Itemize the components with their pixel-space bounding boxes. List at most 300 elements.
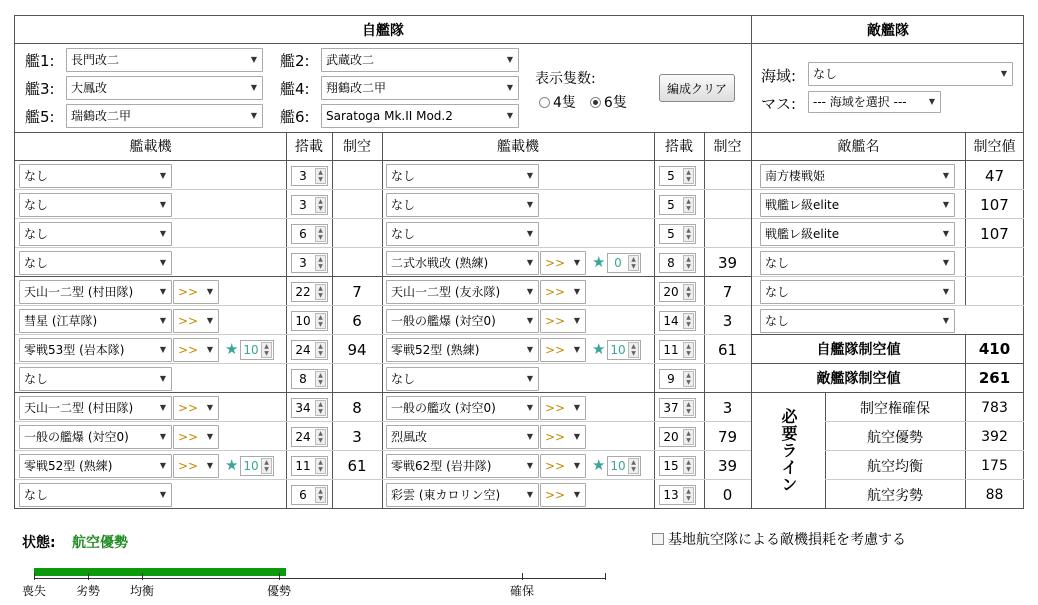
right-slot-spinner[interactable] bbox=[659, 340, 696, 360]
spinner-arrows-icon[interactable]: ▲ ▼ bbox=[315, 197, 326, 213]
ship-4-select[interactable] bbox=[321, 76, 519, 100]
left-aircraft-select[interactable] bbox=[19, 338, 172, 362]
aircraft-name: なし bbox=[391, 372, 416, 386]
enemy-ship-select[interactable] bbox=[760, 280, 955, 304]
spinner-arrows-icon[interactable]: ▲ ▼ bbox=[683, 313, 694, 329]
right-air-value bbox=[704, 219, 751, 248]
improvement-star-icon: ★ bbox=[592, 340, 606, 358]
right-proficiency-select[interactable] bbox=[540, 251, 586, 275]
sea-label: 海域: bbox=[761, 67, 797, 85]
spinner-arrows-icon[interactable]: ▲ ▼ bbox=[683, 168, 694, 184]
enemy-air-value bbox=[965, 248, 1024, 277]
right-air-value: 3 bbox=[722, 398, 733, 417]
chevron-down-icon: ▼ bbox=[526, 374, 533, 383]
left-improvement-spinner[interactable] bbox=[240, 340, 274, 360]
right-aircraft-select[interactable] bbox=[386, 193, 539, 217]
right-slot-spinner[interactable] bbox=[659, 253, 696, 273]
spinner-arrows-icon[interactable]: ▲ ▼ bbox=[315, 458, 326, 474]
right-aircraft-select[interactable] bbox=[386, 309, 539, 333]
aircraft-name: 二式水戦改 (熟練) bbox=[391, 256, 489, 270]
spinner-arrows-icon[interactable]: ▲ ▼ bbox=[315, 371, 326, 387]
own-fleet-title: 自艦隊 bbox=[362, 22, 404, 39]
bar-tick-mark bbox=[88, 573, 89, 580]
left-aircraft-select[interactable] bbox=[19, 309, 172, 333]
bar-tick-label: 確保 bbox=[509, 584, 534, 598]
proficiency-value: >> bbox=[545, 256, 566, 270]
left-slot-spinner[interactable] bbox=[291, 224, 328, 244]
enemy-ship-name: 戦艦レ級elite bbox=[765, 198, 840, 212]
ship-4-value: 翔鶴改二甲 bbox=[326, 81, 387, 95]
chevron-down-icon: ▼ bbox=[942, 200, 949, 209]
right-proficiency-select[interactable] bbox=[540, 454, 586, 478]
enemy-air-value bbox=[965, 306, 1024, 335]
slot-value: 14 bbox=[663, 314, 679, 328]
slot-value: 20 bbox=[663, 285, 679, 299]
right-slot-spinner[interactable] bbox=[659, 456, 696, 476]
required-line-row-value: 392 bbox=[981, 428, 1008, 445]
required-line-row-label: 航空劣勢 bbox=[867, 487, 923, 504]
spinner-arrows-icon[interactable]: ▲ ▼ bbox=[315, 487, 326, 503]
proficiency-value: >> bbox=[178, 343, 199, 357]
proficiency-value: >> bbox=[178, 285, 199, 299]
base-air-checkbox[interactable] bbox=[652, 533, 664, 545]
air-header-right: 制空 bbox=[713, 139, 742, 155]
spinner-arrows-icon[interactable]: ▲ ▼ bbox=[683, 226, 694, 242]
required-line-row-label: 航空優勢 bbox=[867, 429, 923, 446]
slot-value: 8 bbox=[667, 256, 675, 270]
left-air-value bbox=[332, 190, 382, 219]
spinner-arrows-icon[interactable]: ▲ ▼ bbox=[261, 458, 272, 474]
spinner-arrows-icon[interactable]: ▲ ▼ bbox=[315, 429, 326, 445]
display-count-options bbox=[539, 92, 627, 112]
enemy-ship-select[interactable] bbox=[760, 222, 955, 246]
spinner-arrows-icon[interactable]: ▲ ▼ bbox=[315, 313, 326, 329]
slot-value: 22 bbox=[295, 285, 311, 299]
aircraft-header-right: 艦載機 bbox=[497, 139, 539, 155]
aircraft-name: なし bbox=[24, 227, 49, 241]
display-count-label: 表示隻数: bbox=[535, 71, 596, 87]
aircraft-name: 零戦52型 (熟練) bbox=[391, 343, 480, 357]
slot-value: 3 bbox=[299, 256, 307, 270]
right-proficiency-select[interactable] bbox=[540, 483, 586, 507]
ship-2-value: 武蔵改二 bbox=[326, 53, 375, 67]
chevron-down-icon: ▼ bbox=[526, 200, 533, 209]
right-improvement-spinner[interactable] bbox=[607, 456, 641, 476]
right-slot-spinner[interactable] bbox=[659, 485, 696, 505]
radio-6-label: 6隻 bbox=[603, 95, 627, 111]
enemy-air-value: 107 bbox=[980, 195, 1009, 214]
enemy-ship-select[interactable] bbox=[760, 309, 955, 333]
chevron-down-icon: ▼ bbox=[573, 258, 580, 267]
right-aircraft-select[interactable] bbox=[386, 367, 539, 391]
ship-1-select[interactable] bbox=[66, 48, 263, 72]
spinner-arrows-icon[interactable]: ▲ ▼ bbox=[683, 371, 694, 387]
air-state-bar-fill bbox=[34, 568, 286, 576]
right-slot-spinner[interactable] bbox=[659, 166, 696, 186]
enemy-air-value: 47 bbox=[984, 166, 1005, 185]
spinner-arrows-icon[interactable]: ▲ ▼ bbox=[315, 400, 326, 416]
chevron-down-icon: ▼ bbox=[942, 229, 949, 238]
air-power-calculator bbox=[14, 15, 1024, 509]
proficiency-value: >> bbox=[545, 488, 566, 502]
left-air-value: 6 bbox=[352, 311, 362, 330]
right-slot-spinner[interactable] bbox=[659, 224, 696, 244]
aircraft-name: なし bbox=[24, 198, 49, 212]
chevron-down-icon: ▼ bbox=[573, 316, 580, 325]
aircraft-name: 天山一二型 (友永隊) bbox=[391, 285, 501, 299]
left-proficiency-select[interactable] bbox=[173, 454, 219, 478]
chevron-down-icon: ▼ bbox=[573, 490, 580, 499]
mass-select[interactable] bbox=[808, 91, 941, 113]
improvement-star-icon: ★ bbox=[225, 340, 239, 358]
chevron-down-icon: ▼ bbox=[159, 461, 166, 470]
ship-3-label: 艦3: bbox=[25, 80, 55, 98]
improvement-value: 10 bbox=[610, 343, 626, 357]
left-air-value bbox=[332, 364, 382, 393]
slot-value: 9 bbox=[667, 372, 675, 386]
aircraft-name: なし bbox=[391, 227, 416, 241]
enemy-ship-name: 南方棲戦姫 bbox=[765, 169, 826, 183]
chevron-down-icon: ▼ bbox=[526, 229, 533, 238]
status-label: 状態: bbox=[22, 535, 56, 551]
right-aircraft-select[interactable] bbox=[386, 396, 539, 420]
left-slot-spinner[interactable] bbox=[291, 166, 328, 186]
left-air-value: 8 bbox=[352, 398, 362, 417]
chevron-down-icon: ▼ bbox=[159, 316, 166, 325]
left-proficiency-select[interactable] bbox=[173, 309, 219, 333]
air-header-left: 制空 bbox=[343, 139, 371, 155]
improvement-value: 0 bbox=[614, 256, 622, 270]
bar-tick-mark bbox=[279, 573, 280, 580]
radio-4-label: 4隻 bbox=[553, 95, 576, 111]
left-aircraft-select[interactable] bbox=[19, 164, 172, 188]
chevron-down-icon: ▼ bbox=[250, 83, 257, 92]
right-air-value bbox=[704, 364, 751, 393]
chevron-down-icon: ▼ bbox=[526, 287, 533, 296]
bar-end-mark bbox=[605, 573, 606, 580]
bar-tick-label: 喪失 bbox=[21, 584, 46, 598]
required-line-label: 必要ライン bbox=[779, 408, 798, 493]
left-air-value: 94 bbox=[347, 340, 367, 359]
slots-header-right: 搭載 bbox=[665, 139, 693, 155]
proficiency-value: >> bbox=[545, 401, 566, 415]
bar-tick-mark bbox=[142, 573, 143, 580]
slot-value: 20 bbox=[663, 430, 679, 444]
spinner-arrows-icon[interactable]: ▲ ▼ bbox=[683, 487, 694, 503]
left-slot-spinner[interactable] bbox=[291, 369, 328, 389]
chevron-down-icon: ▼ bbox=[526, 432, 533, 441]
right-slot-spinner[interactable] bbox=[659, 195, 696, 215]
improvement-star-icon: ★ bbox=[592, 253, 606, 271]
chevron-down-icon: ▼ bbox=[159, 432, 166, 441]
chevron-down-icon: ▼ bbox=[526, 490, 533, 499]
chevron-down-icon: ▼ bbox=[573, 432, 580, 441]
aircraft-header-left: 艦載機 bbox=[129, 139, 172, 155]
chevron-down-icon: ▼ bbox=[942, 287, 949, 296]
base-air-option[interactable] bbox=[652, 529, 906, 549]
slot-value: 11 bbox=[663, 343, 679, 357]
enemy-ship-select[interactable] bbox=[760, 251, 955, 275]
right-aircraft-select[interactable] bbox=[386, 338, 539, 362]
spinner-arrows-icon[interactable]: ▲ ▼ bbox=[683, 342, 694, 358]
slot-value: 15 bbox=[663, 459, 679, 473]
proficiency-value: >> bbox=[545, 314, 566, 328]
chevron-down-icon: ▼ bbox=[206, 403, 213, 412]
slot-value: 13 bbox=[663, 488, 679, 502]
right-proficiency-select[interactable] bbox=[540, 280, 586, 304]
chevron-down-icon: ▼ bbox=[159, 345, 166, 354]
slot-value: 5 bbox=[667, 198, 675, 212]
required-line-row-value: 88 bbox=[985, 486, 1004, 503]
ship-3-value: 大鳳改 bbox=[71, 81, 108, 95]
own-total-label: 自艦隊制空値 bbox=[816, 341, 901, 358]
right-proficiency-select[interactable] bbox=[540, 338, 586, 362]
spinner-arrows-icon[interactable]: ▲ ▼ bbox=[683, 429, 694, 445]
spinner-arrows-icon[interactable]: ▲ ▼ bbox=[315, 342, 326, 358]
bar-tick-label: 優勢 bbox=[266, 584, 291, 598]
chevron-down-icon: ▼ bbox=[159, 229, 166, 238]
left-aircraft-select[interactable] bbox=[19, 483, 172, 507]
chevron-down-icon: ▼ bbox=[206, 345, 213, 354]
aircraft-name: 零戦52型 (熟練) bbox=[24, 459, 113, 473]
radio-4[interactable] bbox=[539, 97, 550, 108]
left-aircraft-select[interactable] bbox=[19, 396, 172, 420]
spinner-arrows-icon[interactable]: ▲ ▼ bbox=[261, 342, 272, 358]
aircraft-name: 零戦62型 (岩井隊) bbox=[391, 459, 492, 473]
right-proficiency-select[interactable] bbox=[540, 425, 586, 449]
right-air-value: 7 bbox=[722, 282, 733, 301]
enemy-ship-name: なし bbox=[765, 314, 790, 328]
air-state-bar-axis bbox=[34, 578, 606, 579]
left-air-value: 61 bbox=[347, 456, 367, 475]
mass-value: --- 海域を選択 --- bbox=[813, 95, 907, 109]
proficiency-value: >> bbox=[545, 343, 566, 357]
chevron-down-icon: ▼ bbox=[526, 403, 533, 412]
slot-value: 11 bbox=[295, 459, 311, 473]
sea-value: なし bbox=[813, 67, 838, 81]
spinner-arrows-icon[interactable]: ▲ ▼ bbox=[315, 226, 326, 242]
chevron-down-icon: ▼ bbox=[206, 461, 213, 470]
proficiency-value: >> bbox=[545, 430, 566, 444]
right-air-value: 3 bbox=[722, 311, 733, 330]
chevron-down-icon: ▼ bbox=[526, 345, 533, 354]
right-air-value: 0 bbox=[722, 485, 733, 504]
proficiency-value: >> bbox=[178, 459, 199, 473]
right-slot-spinner[interactable] bbox=[659, 369, 696, 389]
left-aircraft-select[interactable] bbox=[19, 280, 172, 304]
right-aircraft-select[interactable] bbox=[386, 222, 539, 246]
spinner-arrows-icon[interactable]: ▲ ▼ bbox=[628, 255, 639, 271]
slot-value: 8 bbox=[299, 372, 307, 386]
enemy-ship-name: なし bbox=[765, 256, 790, 270]
chevron-down-icon: ▼ bbox=[928, 97, 935, 106]
required-line-row-label: 航空均衡 bbox=[867, 458, 923, 475]
enemy-ship-select[interactable] bbox=[760, 193, 955, 217]
bar-tick-label: 劣勢 bbox=[75, 584, 100, 598]
left-slot-spinner[interactable] bbox=[291, 340, 328, 360]
slot-value: 37 bbox=[663, 401, 679, 415]
chevron-down-icon: ▼ bbox=[942, 316, 949, 325]
left-proficiency-select[interactable] bbox=[173, 280, 219, 304]
slot-value: 24 bbox=[295, 430, 311, 444]
chevron-down-icon: ▼ bbox=[506, 55, 513, 64]
improvement-star-icon: ★ bbox=[592, 456, 606, 474]
left-slot-spinner[interactable] bbox=[291, 485, 328, 505]
slot-value: 3 bbox=[299, 198, 307, 212]
aircraft-name: なし bbox=[24, 372, 49, 386]
spinner-arrows-icon[interactable]: ▲ ▼ bbox=[683, 197, 694, 213]
aircraft-name: 一般の艦攻 (対空0) bbox=[391, 401, 496, 415]
chevron-down-icon: ▼ bbox=[206, 287, 213, 296]
slot-value: 3 bbox=[299, 169, 307, 183]
right-air-value: 79 bbox=[717, 427, 738, 446]
enemy-ship-select[interactable] bbox=[760, 164, 955, 188]
right-slot-spinner[interactable] bbox=[659, 282, 696, 302]
right-improvement-spinner[interactable] bbox=[607, 340, 641, 360]
chevron-down-icon: ▼ bbox=[573, 403, 580, 412]
status-value: 航空優勢 bbox=[72, 535, 128, 551]
clear-formation-button[interactable]: 編成クリア bbox=[659, 74, 735, 102]
right-air-value bbox=[704, 161, 751, 190]
chevron-down-icon: ▼ bbox=[250, 111, 257, 120]
left-air-value bbox=[332, 161, 382, 190]
chevron-down-icon: ▼ bbox=[526, 316, 533, 325]
chevron-down-icon: ▼ bbox=[206, 316, 213, 325]
spinner-arrows-icon[interactable]: ▲ ▼ bbox=[628, 342, 639, 358]
left-aircraft-select[interactable] bbox=[19, 367, 172, 391]
aircraft-name: なし bbox=[391, 169, 416, 183]
proficiency-value: >> bbox=[178, 430, 199, 444]
chevron-down-icon: ▼ bbox=[526, 258, 533, 267]
right-proficiency-select[interactable] bbox=[540, 396, 586, 420]
chevron-down-icon: ▼ bbox=[159, 403, 166, 412]
spinner-arrows-icon[interactable]: ▲ ▼ bbox=[683, 255, 694, 271]
base-air-label: 基地航空隊による敵機損耗を考慮する bbox=[668, 532, 906, 548]
radio-6[interactable] bbox=[590, 97, 601, 108]
proficiency-value: >> bbox=[545, 285, 566, 299]
left-air-value bbox=[332, 480, 382, 509]
chevron-down-icon: ▼ bbox=[159, 374, 166, 383]
spinner-arrows-icon[interactable]: ▲ ▼ bbox=[683, 458, 694, 474]
left-slot-spinner[interactable] bbox=[291, 456, 328, 476]
chevron-down-icon: ▼ bbox=[159, 200, 166, 209]
improvement-star-icon: ★ bbox=[225, 456, 239, 474]
ship-6-select[interactable] bbox=[321, 104, 519, 128]
chevron-down-icon: ▼ bbox=[206, 432, 213, 441]
spinner-arrows-icon[interactable]: ▲ ▼ bbox=[315, 284, 326, 300]
right-improvement-spinner[interactable] bbox=[607, 253, 641, 273]
enemy-air-header: 制空値 bbox=[973, 139, 1016, 155]
chevron-down-icon: ▼ bbox=[942, 171, 949, 180]
ship-1-label: 艦1: bbox=[25, 52, 55, 70]
ship-4-label: 艦4: bbox=[280, 80, 310, 98]
right-slot-spinner[interactable] bbox=[659, 427, 696, 447]
required-line-row-value: 175 bbox=[981, 457, 1008, 474]
slot-value: 10 bbox=[295, 314, 311, 328]
enemy-ship-name: なし bbox=[765, 285, 790, 299]
aircraft-name: 天山一二型 (村田隊) bbox=[24, 285, 134, 299]
right-aircraft-select[interactable] bbox=[386, 280, 539, 304]
aircraft-name: 烈風改 bbox=[391, 430, 428, 444]
chevron-down-icon: ▼ bbox=[159, 171, 166, 180]
left-aircraft-select[interactable] bbox=[19, 222, 172, 246]
right-air-value: 39 bbox=[717, 456, 738, 475]
sea-select[interactable] bbox=[808, 62, 1013, 86]
left-aircraft-select[interactable] bbox=[19, 454, 172, 478]
left-proficiency-select[interactable] bbox=[173, 338, 219, 362]
right-aircraft-select[interactable] bbox=[386, 454, 539, 478]
right-slot-spinner[interactable] bbox=[659, 311, 696, 331]
spinner-arrows-icon[interactable]: ▲ ▼ bbox=[628, 458, 639, 474]
right-proficiency-select[interactable] bbox=[540, 309, 586, 333]
left-proficiency-select[interactable] bbox=[173, 425, 219, 449]
left-slot-spinner[interactable] bbox=[291, 398, 328, 418]
left-slot-spinner[interactable] bbox=[291, 282, 328, 302]
proficiency-value: >> bbox=[545, 459, 566, 473]
required-line-row-label: 制空権確保 bbox=[860, 400, 930, 417]
left-improvement-spinner[interactable] bbox=[240, 456, 274, 476]
right-aircraft-select[interactable] bbox=[386, 164, 539, 188]
enemy-air-value bbox=[965, 277, 1024, 306]
chevron-down-icon: ▼ bbox=[159, 287, 166, 296]
left-slot-spinner[interactable] bbox=[291, 253, 328, 273]
left-slot-spinner[interactable] bbox=[291, 311, 328, 331]
enemy-total-value: 261 bbox=[978, 368, 1011, 387]
left-aircraft-select[interactable] bbox=[19, 251, 172, 275]
left-air-value: 3 bbox=[352, 427, 362, 446]
aircraft-name: 一般の艦爆 (対空0) bbox=[391, 314, 496, 328]
left-proficiency-select[interactable] bbox=[173, 396, 219, 420]
slot-value: 6 bbox=[299, 488, 307, 502]
right-aircraft-select[interactable] bbox=[386, 251, 539, 275]
chevron-down-icon: ▼ bbox=[573, 345, 580, 354]
left-aircraft-select[interactable] bbox=[19, 425, 172, 449]
chevron-down-icon: ▼ bbox=[526, 461, 533, 470]
proficiency-value: >> bbox=[178, 401, 199, 415]
right-air-value: 39 bbox=[717, 253, 738, 272]
chevron-down-icon: ▼ bbox=[526, 171, 533, 180]
aircraft-name: 零戦53型 (岩本隊) bbox=[24, 343, 125, 357]
ship-3-select[interactable] bbox=[66, 76, 263, 100]
spinner-arrows-icon[interactable]: ▲ ▼ bbox=[315, 255, 326, 271]
own-total-value: 410 bbox=[978, 339, 1011, 358]
right-aircraft-select[interactable] bbox=[386, 483, 539, 507]
air-state-bar bbox=[34, 566, 606, 580]
proficiency-value: >> bbox=[178, 314, 199, 328]
ship-5-value: 瑞鶴改二甲 bbox=[71, 109, 132, 123]
bar-tick-label: 均衡 bbox=[129, 584, 154, 598]
spinner-arrows-icon[interactable]: ▲ ▼ bbox=[683, 284, 694, 300]
spinner-arrows-icon[interactable]: ▲ ▼ bbox=[315, 168, 326, 184]
chevron-down-icon: ▼ bbox=[506, 111, 513, 120]
spinner-arrows-icon[interactable]: ▲ ▼ bbox=[683, 400, 694, 416]
right-aircraft-select[interactable] bbox=[386, 425, 539, 449]
right-slot-spinner[interactable] bbox=[659, 398, 696, 418]
left-slot-spinner[interactable] bbox=[291, 195, 328, 215]
left-slot-spinner[interactable] bbox=[291, 427, 328, 447]
ship-5-select[interactable] bbox=[66, 104, 263, 128]
improvement-value: 10 bbox=[243, 459, 259, 473]
ship-5-label: 艦5: bbox=[25, 108, 55, 126]
chevron-down-icon: ▼ bbox=[159, 258, 166, 267]
left-aircraft-select[interactable] bbox=[19, 193, 172, 217]
required-line-row-value: 783 bbox=[981, 399, 1008, 416]
ship-6-label: 艦6: bbox=[280, 108, 310, 126]
ship-2-select[interactable] bbox=[321, 48, 519, 72]
mass-label: マス: bbox=[761, 95, 797, 113]
chevron-down-icon: ▼ bbox=[159, 490, 166, 499]
aircraft-name: なし bbox=[391, 198, 416, 212]
